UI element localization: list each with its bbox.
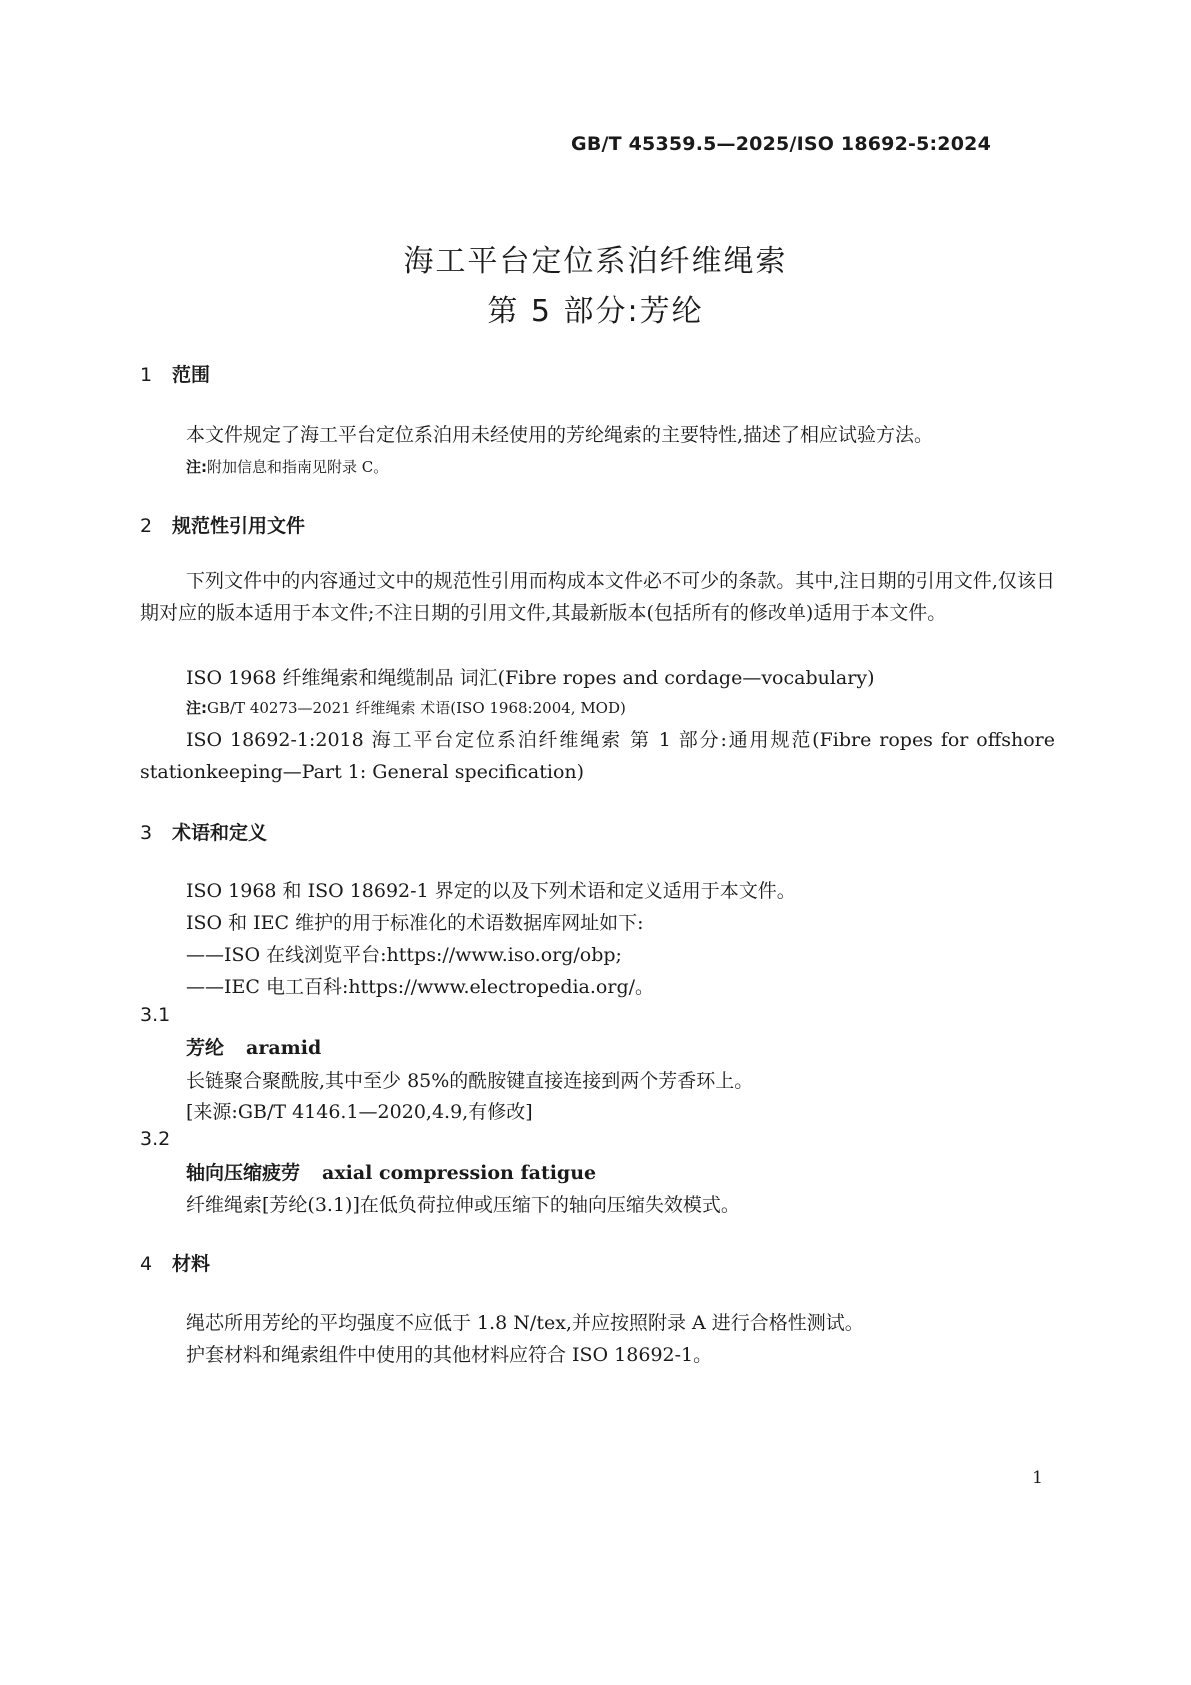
section-number: 4 bbox=[140, 1253, 153, 1275]
section-4-heading bbox=[140, 1249, 210, 1276]
note-text: 附加信息和指南见附录 C。 bbox=[207, 458, 389, 476]
section-1-paragraph: 本文件规定了海工平台定位系泊用未经使用的芳纶绳索的主要特性,描述了相应试验方法。 bbox=[186, 424, 934, 446]
section-3-line-2: ISO 和 IEC 维护的用于标准化的术语数据库网址如下: bbox=[186, 912, 644, 934]
term-3-2-definition: 纤维绳索[芳纶(3.1)]在低负荷拉伸或压缩下的轴向压缩失效模式。 bbox=[186, 1194, 740, 1216]
term-en: axial compression fatigue bbox=[322, 1162, 597, 1184]
section-4-line-1: 绳芯所用芳纶的平均强度不应低于 1.8 N/tex,并应按照附录 A 进行合格性测试。 bbox=[186, 1312, 864, 1334]
note-label: 注: bbox=[186, 458, 207, 476]
term-3-1 bbox=[186, 1033, 321, 1060]
term-cn: 轴向压缩疲劳 bbox=[186, 1162, 301, 1184]
section-1-heading bbox=[140, 360, 210, 387]
term-cn: 芳纶 bbox=[186, 1037, 225, 1059]
section-3-heading bbox=[140, 818, 267, 845]
page-number: 1 bbox=[1032, 1468, 1043, 1488]
section-2-paragraph: 下列文件中的内容通过文中的规范性引用而构成本文件必不可少的条款。其中,注日期的引用文件,仅该日期对应的版本适用于本文件;不注日期的引用文件,其最新版本(包括所有的修改单)适用于本文件。 bbox=[140, 570, 1055, 624]
note-label: 注: bbox=[186, 699, 207, 717]
note-text: GB/T 40273—2021 纤维绳索 术语(ISO 1968:2004, MOD) bbox=[207, 699, 626, 717]
section-title: 范围 bbox=[172, 364, 211, 386]
section-2-heading bbox=[140, 511, 305, 538]
standard-code: GB/T 45359.5—2025/ISO 18692-5:2024 bbox=[571, 133, 991, 155]
iso-obp-link-line: ——ISO 在线浏览平台:https://www.iso.org/obp; bbox=[186, 944, 622, 966]
section-number: 1 bbox=[140, 364, 153, 386]
reference-iso-1968-note bbox=[186, 697, 626, 718]
reference-iso-18692-1: ISO 18692-1:2018 海工平台定位系泊纤维绳索 第 1 部分:通用规范(Fibre ropes for offshore stationkeeping—Part 1: General specification) bbox=[140, 729, 1055, 783]
term-3-2 bbox=[186, 1158, 596, 1185]
section-title: 术语和定义 bbox=[172, 822, 268, 844]
reference-iso-1968: ISO 1968 纤维绳索和绳缆制品 词汇(Fibre ropes and cordage—vocabulary) bbox=[186, 667, 875, 689]
section-3-line-1: ISO 1968 和 ISO 18692-1 界定的以及下列术语和定义适用于本文件。 bbox=[186, 880, 796, 902]
term-3-1-definition: 长链聚合聚酰胺,其中至少 85%的酰胺键直接连接到两个芳香环上。 bbox=[186, 1070, 754, 1092]
section-number: 2 bbox=[140, 515, 153, 537]
term-en: aramid bbox=[246, 1037, 322, 1059]
section-number: 3 bbox=[140, 822, 153, 844]
term-3-1-source: [来源:GB/T 4146.1—2020,4.9,有修改] bbox=[186, 1101, 533, 1123]
section-title: 规范性引用文件 bbox=[172, 515, 306, 537]
section-4-line-2: 护套材料和绳索组件中使用的其他材料应符合 ISO 18692-1。 bbox=[186, 1344, 713, 1366]
iec-electropedia-link-line: ——IEC 电工百科:https://www.electropedia.org/。 bbox=[186, 976, 655, 998]
term-3-2-number: 3.2 bbox=[140, 1128, 171, 1150]
document-title: 海工平台定位系泊纤维绳索 bbox=[403, 244, 788, 279]
section-1-note bbox=[186, 456, 388, 477]
section-title: 材料 bbox=[172, 1253, 211, 1275]
term-3-1-number: 3.1 bbox=[140, 1004, 171, 1026]
document-subtitle: 第 5 部分:芳纶 bbox=[487, 294, 704, 329]
